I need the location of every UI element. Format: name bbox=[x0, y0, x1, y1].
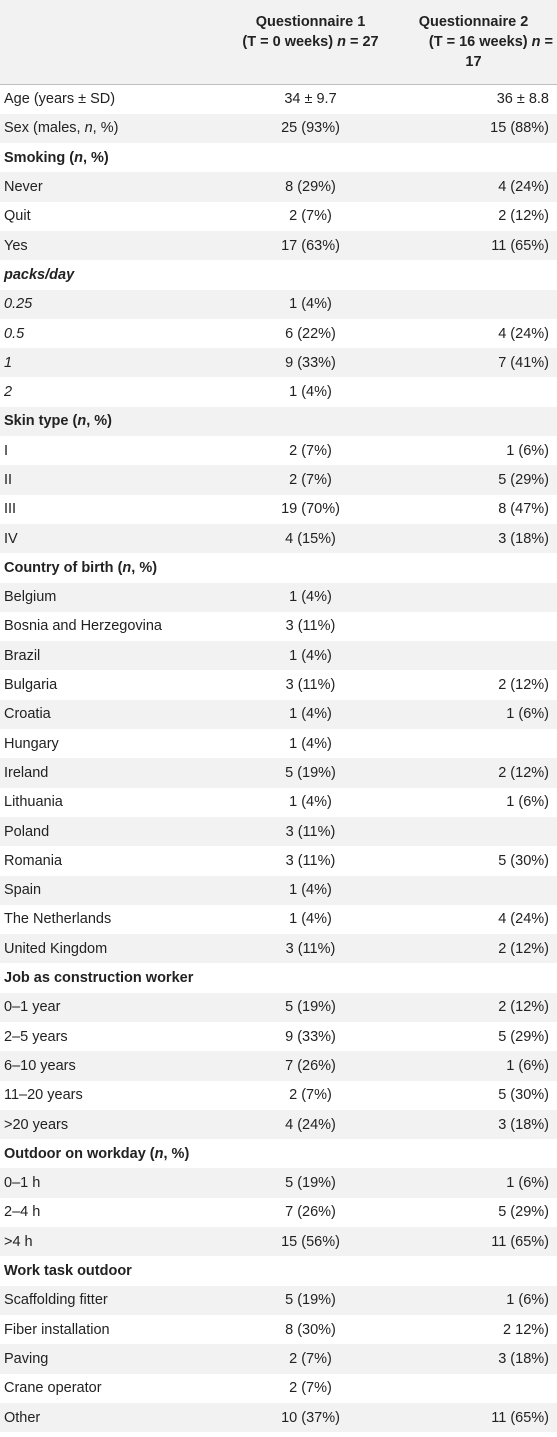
row-label: Lithuania bbox=[4, 794, 63, 811]
questionnaire-2-value bbox=[393, 407, 557, 436]
row-label: Ireland bbox=[4, 764, 49, 781]
questionnaire-2-value: 1 (6%) bbox=[506, 1057, 549, 1074]
questionnaire-2-value: 4 (24%) bbox=[498, 179, 549, 196]
table-row bbox=[0, 465, 557, 494]
row-label: Paving bbox=[4, 1350, 49, 1367]
questionnaire-2-value: 1 (6%) bbox=[506, 706, 549, 723]
row-label: Never bbox=[4, 179, 43, 196]
row-label: Job as construction worker bbox=[4, 970, 194, 987]
questionnaire-1-value: 34 ± 9.7 bbox=[284, 91, 337, 108]
row-label: 1 bbox=[4, 354, 13, 371]
table-row bbox=[0, 1198, 557, 1227]
row-label: Age (years ± SD) bbox=[4, 91, 116, 108]
questionnaire-2-value: 5 (30%) bbox=[498, 1087, 549, 1104]
row-label: 0.5 bbox=[4, 325, 25, 342]
q2-timing-line bbox=[394, 32, 553, 52]
questionnaire-1-value: 6 (22%) bbox=[285, 325, 336, 342]
table-row bbox=[0, 1022, 557, 1051]
table-row bbox=[0, 85, 557, 114]
questionnaire-1-value: 9 (33%) bbox=[285, 1028, 336, 1045]
q1-n-value: = 27 bbox=[345, 34, 379, 50]
table-row bbox=[0, 319, 557, 348]
questionnaire-2-value: 5 (29%) bbox=[498, 472, 549, 488]
row-label: Outdoor on workday (n, %) bbox=[4, 1145, 190, 1162]
questionnaire-1-value: 5 (19%) bbox=[285, 1175, 336, 1192]
table-row bbox=[0, 202, 557, 231]
questionnaire-1-value: 2 (7%) bbox=[289, 1350, 332, 1367]
n-symbol: n bbox=[74, 149, 83, 166]
questionnaire-1-value: 1 (4%) bbox=[289, 706, 332, 723]
n-symbol: n bbox=[77, 413, 87, 430]
questionnaire-1-value: 1 (4%) bbox=[289, 589, 332, 606]
questionnaire-1-value: 2 (7%) bbox=[289, 1380, 332, 1397]
group-header-row bbox=[0, 1139, 557, 1168]
questionnaire-2-value bbox=[393, 876, 557, 905]
row-label: 11–20 years bbox=[4, 1087, 83, 1104]
row-label: Hungary bbox=[4, 735, 59, 752]
row-label: Skin type (n, %) bbox=[4, 413, 112, 430]
row-label: 0.25 bbox=[4, 296, 33, 313]
q2-title: Questionnaire 2 bbox=[418, 14, 529, 30]
row-label: II bbox=[4, 472, 13, 488]
table-row bbox=[0, 670, 557, 699]
table-row bbox=[0, 729, 557, 758]
questionnaire-2-value: 2 (12%) bbox=[498, 940, 549, 957]
q1-timing: (T = 0 weeks) bbox=[242, 34, 338, 50]
questionnaire-2-value: 1 (6%) bbox=[506, 794, 549, 811]
questionnaire-1-value: 1 (4%) bbox=[289, 647, 332, 664]
table-row bbox=[0, 846, 557, 875]
row-label: I bbox=[4, 442, 9, 459]
row-label: Scaffolding fitter bbox=[4, 1292, 108, 1309]
questionnaire-2-value: 2 (12%) bbox=[498, 208, 549, 225]
row-label: Romania bbox=[4, 852, 63, 869]
questionnaire-1-value: 17 (63%) bbox=[281, 237, 340, 254]
row-label: 2 bbox=[4, 384, 13, 401]
questionnaire-2-value: 11 (65%) bbox=[491, 1233, 549, 1250]
table-row bbox=[0, 700, 557, 729]
questionnaire-1-value bbox=[228, 143, 393, 172]
row-label: IV bbox=[4, 530, 18, 547]
q2-n-symbol: n bbox=[531, 34, 541, 50]
questionnaire-1-value: 3 (11%) bbox=[285, 940, 336, 957]
table-row bbox=[0, 1315, 557, 1344]
row-label: Quit bbox=[4, 208, 31, 225]
questionnaire-1-value: 1 (4%) bbox=[289, 296, 332, 313]
questionnaire-1-value: 15 (56%) bbox=[281, 1233, 340, 1250]
questionnaire-2-value: 11 (65%) bbox=[491, 237, 549, 254]
questionnaire-2-value bbox=[393, 377, 557, 406]
questionnaire-2-value: 5 (30%) bbox=[498, 852, 549, 869]
q1-title: Questionnaire 1 bbox=[255, 14, 366, 30]
questionnaire-1-value bbox=[228, 260, 393, 289]
row-label: Country of birth (n, %) bbox=[4, 559, 158, 576]
table-body bbox=[0, 85, 557, 1433]
questionnaire-2-value bbox=[393, 641, 557, 670]
group-header-row bbox=[0, 963, 557, 992]
header-questionnaire-2 bbox=[393, 0, 557, 84]
row-label: Croatia bbox=[4, 706, 51, 723]
row-label: Crane operator bbox=[4, 1380, 102, 1397]
row-label: III bbox=[4, 501, 17, 518]
n-symbol: n bbox=[84, 120, 93, 137]
questionnaire-2-value: 3 (18%) bbox=[498, 530, 549, 547]
questionnaire-1-value bbox=[228, 407, 393, 436]
row-label: Spain bbox=[4, 882, 42, 899]
questionnaire-2-value: 2 (12%) bbox=[498, 677, 549, 694]
table-row bbox=[0, 905, 557, 934]
table-row bbox=[0, 495, 557, 524]
row-label: 6–10 years bbox=[4, 1057, 76, 1074]
questionnaire-1-value: 10 (37%) bbox=[281, 1409, 340, 1426]
table-row bbox=[0, 114, 557, 143]
table-row bbox=[0, 934, 557, 963]
questionnaire-1-value: 2 (7%) bbox=[289, 1087, 332, 1104]
questionnaire-1-value: 2 (7%) bbox=[289, 208, 332, 225]
table-row bbox=[0, 641, 557, 670]
table-row bbox=[0, 1051, 557, 1080]
questionnaire-2-value: 1 (6%) bbox=[506, 1175, 549, 1192]
questionnaire-1-value: 2 (7%) bbox=[289, 442, 332, 459]
questionnaire-2-value bbox=[393, 1256, 557, 1285]
table-header-row bbox=[0, 0, 557, 84]
row-label: Other bbox=[4, 1409, 41, 1426]
table-row bbox=[0, 1374, 557, 1403]
row-label: >4 h bbox=[4, 1233, 33, 1250]
row-label: Sex (males, n, %) bbox=[4, 120, 119, 137]
header-questionnaire-1 bbox=[228, 0, 393, 84]
row-label: Belgium bbox=[4, 589, 57, 606]
questionnaire-2-value bbox=[393, 553, 557, 582]
header-empty-cell bbox=[0, 0, 228, 84]
row-label: Yes bbox=[4, 237, 28, 254]
table-row bbox=[0, 524, 557, 553]
table-row bbox=[0, 876, 557, 905]
questionnaire-1-value: 7 (26%) bbox=[285, 1204, 336, 1221]
questionnaire-2-value bbox=[393, 1139, 557, 1168]
questionnaire-1-value: 1 (4%) bbox=[289, 911, 332, 928]
questionnaire-1-value: 1 (4%) bbox=[289, 794, 332, 811]
table-row bbox=[0, 231, 557, 260]
questionnaire-2-value bbox=[393, 963, 557, 992]
row-label: Brazil bbox=[4, 647, 41, 664]
table-row bbox=[0, 172, 557, 201]
questionnaire-1-value bbox=[228, 1139, 393, 1168]
questionnaire-2-value bbox=[393, 729, 557, 758]
table-row bbox=[0, 1403, 557, 1432]
group-header-row bbox=[0, 553, 557, 582]
table-row bbox=[0, 1227, 557, 1256]
row-label: 0–1 year bbox=[4, 999, 61, 1016]
group-header-row bbox=[0, 143, 557, 172]
questionnaire-2-value: 4 (24%) bbox=[498, 325, 549, 342]
n-symbol: n bbox=[122, 559, 132, 576]
questionnaire-1-value bbox=[228, 553, 393, 582]
questionnaire-1-value: 3 (11%) bbox=[285, 823, 336, 840]
questionnaire-2-value: 11 (65%) bbox=[491, 1409, 549, 1426]
questionnaire-2-value: 8 (47%) bbox=[498, 501, 549, 518]
questionnaire-2-value: 36 ± 8.8 bbox=[496, 91, 549, 108]
questionnaire-1-value: 5 (19%) bbox=[285, 764, 336, 781]
table-row bbox=[0, 1081, 557, 1110]
questionnaire-2-value: 2 (12%) bbox=[498, 999, 549, 1016]
questionnaire-2-value: 4 (24%) bbox=[498, 911, 549, 928]
row-label: Work task outdoor bbox=[4, 1263, 132, 1280]
q2-n-value: 17 bbox=[465, 54, 482, 70]
questionnaire-2-value: 3 (18%) bbox=[498, 1350, 549, 1367]
q1-n-symbol: n bbox=[337, 34, 346, 50]
questionnaire-2-value bbox=[393, 290, 557, 319]
questionnaire-2-value: 2 12%) bbox=[503, 1321, 549, 1338]
questionnaire-2-value: 5 (29%) bbox=[498, 1204, 549, 1221]
row-label: 0–1 h bbox=[4, 1175, 41, 1192]
questionnaire-1-value: 2 (7%) bbox=[289, 472, 332, 488]
row-label: Fiber installation bbox=[4, 1321, 110, 1338]
questionnaire-1-value: 9 (33%) bbox=[285, 354, 336, 371]
questionnaire-1-value: 7 (26%) bbox=[285, 1057, 336, 1074]
table-row bbox=[0, 290, 557, 319]
table-row bbox=[0, 758, 557, 787]
questionnaire-2-value: 7 (41%) bbox=[498, 354, 549, 371]
table-row bbox=[0, 1168, 557, 1197]
questionnaire-2-value: 15 (88%) bbox=[490, 120, 549, 137]
q2-timing: (T = 16 weeks) bbox=[428, 34, 532, 50]
questionnaire-1-value: 5 (19%) bbox=[285, 1292, 336, 1309]
table-row bbox=[0, 1110, 557, 1139]
row-label: Bosnia and Herzegovina bbox=[4, 618, 162, 635]
questionnaire-1-value: 3 (11%) bbox=[285, 618, 336, 635]
table-row bbox=[0, 1344, 557, 1373]
questionnaire-1-value: 4 (24%) bbox=[285, 1116, 336, 1133]
table-row bbox=[0, 817, 557, 846]
group-header-row bbox=[0, 1256, 557, 1285]
questionnaire-1-value bbox=[228, 963, 393, 992]
questionnaire-1-value: 1 (4%) bbox=[289, 882, 332, 899]
questionnaire-2-value: 2 (12%) bbox=[498, 764, 549, 781]
questionnaire-2-value: 3 (18%) bbox=[498, 1116, 549, 1133]
questionnaire-2-value bbox=[393, 612, 557, 641]
questionnaire-2-value bbox=[393, 143, 557, 172]
questionnaire-2-value bbox=[393, 583, 557, 612]
table-row bbox=[0, 1286, 557, 1315]
questionnaire-1-value: 3 (11%) bbox=[285, 852, 336, 869]
row-label: 2–4 h bbox=[4, 1204, 41, 1221]
questionnaire-1-value bbox=[228, 1256, 393, 1285]
row-label: United Kingdom bbox=[4, 940, 108, 957]
questionnaire-1-value: 4 (15%) bbox=[285, 530, 336, 547]
questionnaire-1-value: 3 (11%) bbox=[285, 677, 336, 694]
q2-n-eq: = bbox=[540, 34, 553, 50]
table-row bbox=[0, 377, 557, 406]
table-row bbox=[0, 612, 557, 641]
table-row bbox=[0, 583, 557, 612]
questionnaire-2-value: 1 (6%) bbox=[506, 1292, 549, 1309]
row-label: packs/day bbox=[4, 266, 75, 283]
questionnaire-2-value: 5 (29%) bbox=[498, 1028, 549, 1045]
questionnaire-1-value: 8 (29%) bbox=[285, 179, 336, 196]
row-label: >20 years bbox=[4, 1116, 69, 1133]
table-row bbox=[0, 436, 557, 465]
questionnaire-2-value bbox=[393, 260, 557, 289]
table-row bbox=[0, 993, 557, 1022]
row-label: Poland bbox=[4, 823, 50, 840]
table-row bbox=[0, 788, 557, 817]
row-label: The Netherlands bbox=[4, 911, 112, 928]
row-label: Smoking (n, %) bbox=[4, 149, 109, 166]
questionnaire-1-value: 19 (70%) bbox=[281, 501, 340, 518]
questionnaire-1-value: 8 (30%) bbox=[285, 1321, 336, 1338]
row-label: 2–5 years bbox=[4, 1028, 68, 1045]
questionnaire-1-value: 1 (4%) bbox=[289, 735, 332, 752]
row-label: Bulgaria bbox=[4, 677, 58, 694]
questionnaire-1-value: 5 (19%) bbox=[285, 999, 336, 1016]
questionnaire-2-value bbox=[393, 817, 557, 846]
n-symbol: n bbox=[154, 1145, 164, 1162]
group-header-row bbox=[0, 407, 557, 436]
questionnaire-2-value: 1 (6%) bbox=[506, 442, 549, 459]
questionnaire-1-value: 1 (4%) bbox=[289, 384, 332, 401]
questionnaire-1-value: 25 (93%) bbox=[281, 120, 340, 137]
group-header-row bbox=[0, 260, 557, 289]
questionnaire-2-value bbox=[393, 1374, 557, 1403]
table-row bbox=[0, 348, 557, 377]
